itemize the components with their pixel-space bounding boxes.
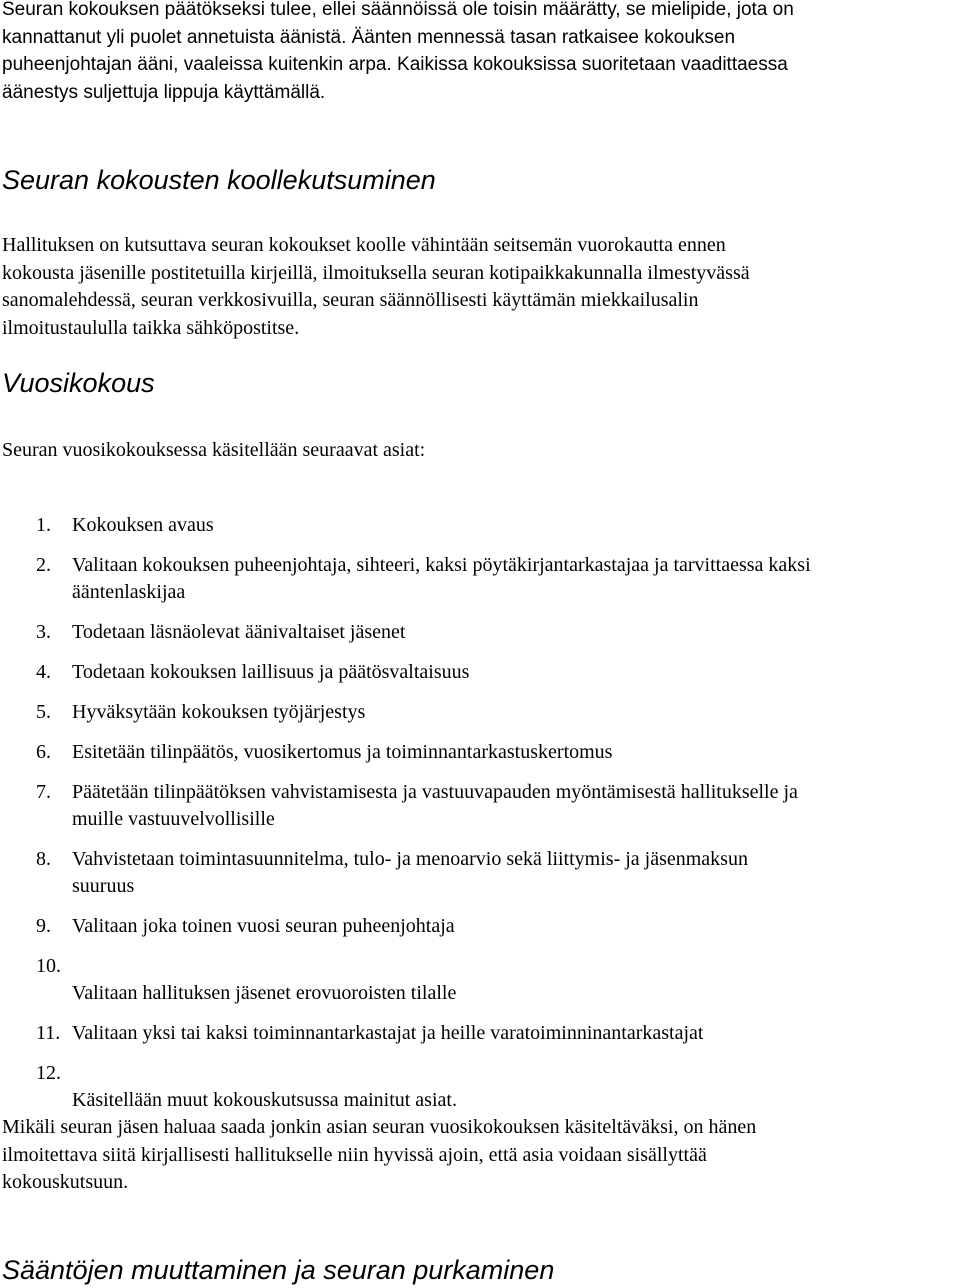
kutsu-paragraph: [2, 232, 750, 342]
item-text: [72, 779, 811, 833]
list-item: [2, 659, 811, 686]
list-item: [2, 1020, 811, 1047]
item-line: Valitaan joka toinen vuosi seuran puheenjohtaja: [72, 915, 455, 937]
outro-line: kokouskutsuun.: [2, 1171, 129, 1193]
item-line: muille vastuuvelvollisille: [72, 808, 275, 830]
list-item: [2, 699, 811, 726]
item-number: 5.: [36, 701, 51, 723]
kutsu-line: Hallituksen on kutsuttava seuran kokoukset koolle vähintään seitsemän vuorokautta ennen: [2, 234, 726, 256]
item-text: [72, 512, 811, 539]
item-text: [72, 659, 811, 686]
list-item: [2, 846, 811, 900]
item-number: 7.: [36, 781, 51, 803]
item-text: [72, 955, 811, 1007]
outro-line: Mikäli seuran jäsen haluaa saada jonkin asian seuran vuosikokouksen käsiteltäväksi, on hänen: [2, 1116, 757, 1138]
intro-paragraph: [2, 0, 794, 106]
outro-line: ilmoitettava siitä kirjallisesti hallitukselle niin hyvissä ajoin, että asia voidaan sisällyttää: [2, 1143, 707, 1166]
item-text: [72, 1062, 811, 1114]
item-number: 11.: [36, 1022, 61, 1044]
agenda-list: [2, 512, 811, 1127]
vuosikokous-outro: [2, 1114, 756, 1197]
item-number: 1.: [36, 514, 51, 536]
vuosikokous-intro: [2, 437, 425, 465]
heading-saantojen-muuttaminen: Sääntöjen muuttaminen ja seuran purkaminen: [2, 1255, 555, 1285]
list-item: [2, 779, 811, 833]
kutsu-line: ilmoitustaululla taikka sähköpostitse.: [2, 316, 300, 339]
list-item: [2, 913, 811, 940]
item-line: Kokouksen avaus: [72, 514, 214, 536]
kutsu-line: kokousta jäsenille postitetuilla kirjeillä, ilmoituksella seuran kotipaikkakunnalla ilmestyvässä: [2, 261, 750, 284]
item-line: Todetaan läsnäolevat äänivaltaiset jäsenet: [72, 621, 406, 643]
item-line: Todetaan kokouksen laillisuus ja päätösvaltaisuus: [72, 661, 470, 683]
list-item: [2, 512, 811, 539]
heading-koollekutsuminen: Seuran kokousten koollekutsuminen: [2, 165, 436, 195]
item-number: 6.: [36, 741, 51, 763]
item-number: 10.: [36, 955, 61, 977]
item-text: [72, 699, 811, 726]
list-item: [2, 739, 811, 766]
item-text: [72, 846, 811, 900]
item-text: [72, 739, 811, 766]
item-line: Hyväksytään kokouksen työjärjestys: [72, 701, 366, 723]
item-line: Esitetään tilinpäätös, vuosikertomus ja toiminnantarkastuskertomus: [72, 741, 613, 763]
item-text: [72, 619, 811, 646]
item-text: [72, 1020, 811, 1047]
item-number: 3.: [36, 621, 51, 643]
item-line: suuruus: [72, 875, 135, 897]
intro-line: äänestys suljettuja lippuja käyttämällä.: [2, 81, 326, 103]
kutsu-line: sanomalehdessä, seuran verkkosivuilla, seuran säännöllisesti käyttämän miekkailusalin: [2, 289, 699, 311]
item-line: Vahvistetaan toimintasuunnitelma, tulo- ja menoarvio sekä liittymis- ja jäsenmaksun: [72, 848, 748, 870]
item-number: 4.: [36, 661, 51, 683]
item-number: 9.: [36, 915, 51, 937]
item-line: Valitaan hallituksen jäsenet erovuoroisten tilalle: [72, 982, 457, 1004]
list-item: [2, 1060, 811, 1114]
vuosikokous-intro-text: Seuran vuosikokouksessa käsitellään seuraavat asiat:: [2, 439, 426, 461]
intro-line: Seuran kokouksen päätökseksi tulee, ellei säännöissä ole toisin määrätty, se mielipide, jota on: [2, 0, 794, 20]
item-line: Päätetään tilinpäätöksen vahvistamisesta ja vastuuvapauden myöntämisestä hallitukselle ja: [72, 781, 798, 803]
item-text: [72, 913, 811, 940]
item-line: Valitaan kokouksen puheenjohtaja, sihteeri, kaksi pöytäkirjantarkastajaa ja tarvittaessa kaksi: [72, 554, 811, 576]
list-item: [2, 552, 811, 606]
item-number: 2.: [36, 554, 51, 576]
item-line: ääntenlaskijaa: [72, 581, 186, 603]
intro-line: puheenjohtajan ääni, vaaleissa kuitenkin arpa. Kaikissa kokouksissa suoritetaan vaadittaessa: [2, 54, 788, 75]
item-number: 12.: [36, 1062, 61, 1084]
item-line: Käsitellään muut kokouskutsussa mainitut asiat.: [72, 1089, 457, 1111]
intro-line: kannattanut yli puolet annetuista äänistä. Äänten mennessä tasan ratkaisee kokouksen: [2, 26, 736, 48]
heading-vuosikokous: Vuosikokous: [2, 368, 155, 398]
item-text: [72, 552, 811, 606]
list-item: [2, 953, 811, 1007]
item-line: Valitaan yksi tai kaksi toiminnantarkastajat ja heille varatoiminninantarkastajat: [72, 1022, 704, 1044]
item-number: 8.: [36, 848, 51, 870]
list-item: [2, 619, 811, 646]
